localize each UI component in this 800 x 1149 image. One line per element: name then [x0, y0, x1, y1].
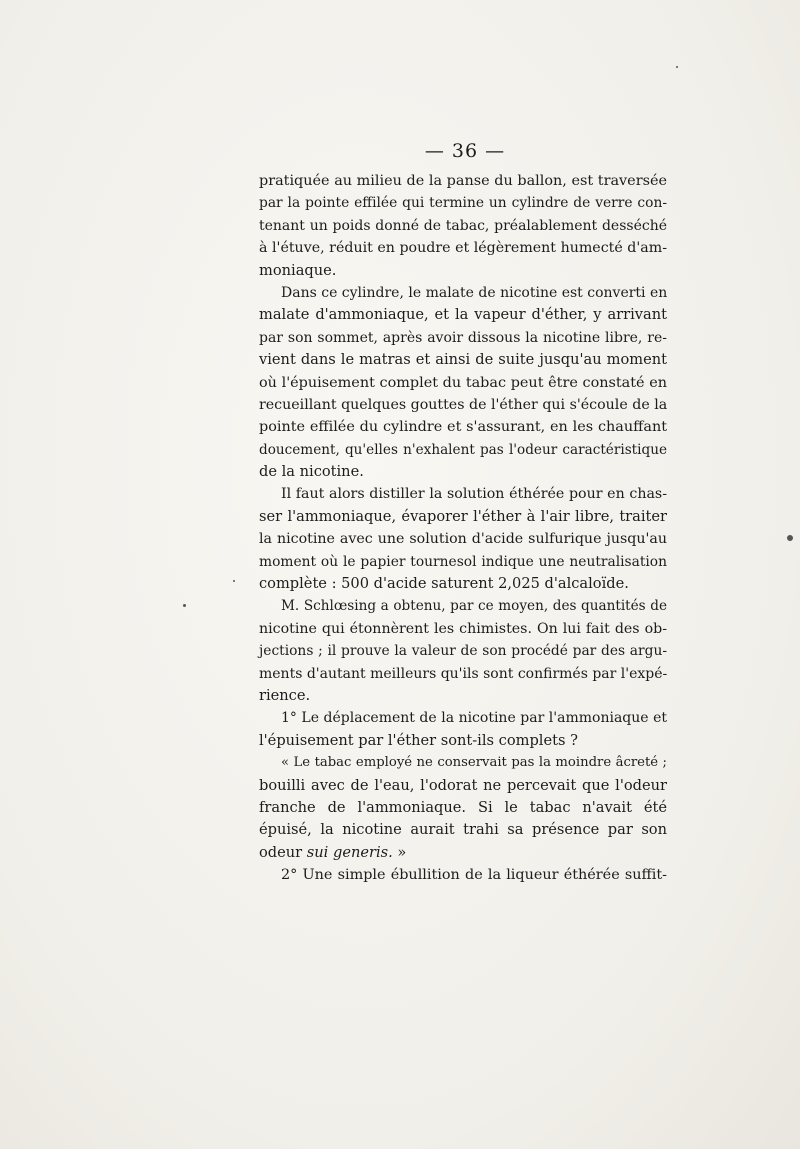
text-line	[259, 573, 667, 595]
text-line	[259, 215, 667, 237]
text-line	[259, 260, 667, 282]
text-line	[259, 730, 667, 752]
text-line-content: M. Schlœsing a obtenu, par ce moyen, des quantités de	[281, 598, 667, 615]
speck	[676, 66, 678, 68]
text-line-content: par la pointe effilée qui termine un cylindre de verre con-	[259, 195, 667, 212]
text-line	[259, 506, 667, 528]
text-line-content: nicotine qui étonnèrent les chimistes. On lui fait des ob-	[259, 620, 667, 637]
text-line-content: 2° Une simple ébullition de la liqueur éthérée suffit-	[281, 867, 667, 884]
text-line	[259, 663, 667, 685]
text-line-content: à l'étuve, réduit en poudre et légèrement humecté d'am-	[259, 240, 667, 257]
text-line-content: l'épuisement par l'éther sont-ils complets ?	[259, 731, 578, 749]
text-line-content: vient dans le matras et ainsi de suite jusqu'au moment	[259, 351, 667, 369]
text-line	[259, 707, 667, 729]
text-line-content: ser l'ammoniaque, évaporer l'éther à l'air libre, traiter	[259, 507, 667, 525]
text-line-content: la nicotine avec une solution d'acide sulfurique jusqu'au	[259, 531, 667, 548]
text-line-content: où l'épuisement complet du tabac peut être constaté en	[259, 374, 667, 391]
text-line-content: pointe effilée du cylindre et s'assurant, en les chauffant	[259, 419, 667, 436]
text-line-content: ments d'autant meilleurs qu'ils sont confirmés par l'expé-	[259, 665, 668, 682]
text-line	[259, 775, 667, 797]
text-line	[259, 819, 667, 841]
text-line-content: tenant un poids donné de tabac, préalablement desséché	[259, 217, 667, 234]
text-line-content: Dans ce cylindre, le malate de nicotine est converti en	[281, 284, 668, 301]
text-line	[259, 752, 667, 774]
text-line-content: complète : 500 d'acide saturent 2,025 d'alcaloïde.	[259, 575, 629, 593]
text-line	[259, 528, 667, 550]
page-number: — 36 —	[424, 140, 506, 162]
speck	[233, 580, 235, 582]
text-line	[259, 864, 667, 886]
text-line-content: jections ; il prouve la valeur de son procédé par des argu-	[259, 643, 667, 660]
text-line-content: par son sommet, après avoir dissous la nicotine libre, re-	[259, 329, 667, 346]
text-line	[259, 461, 667, 483]
text-line	[259, 618, 667, 640]
speck	[183, 604, 186, 607]
text-line-content: doucement, qu'elles n'exhalent pas l'odeur caractéristique	[259, 441, 667, 458]
text-line	[259, 640, 667, 662]
text-line	[259, 797, 667, 819]
text-line	[259, 349, 667, 371]
text-line	[259, 483, 667, 505]
text-line-content: pratiquée au milieu de la panse du ballon, est traversée	[259, 173, 667, 189]
italic-phrase: sui generis.	[306, 843, 393, 861]
text-line-content: franche de l'ammoniaque. Si le tabac n'avait été	[259, 798, 667, 816]
text-line	[259, 237, 667, 259]
body-text	[259, 170, 667, 887]
text-line	[259, 842, 667, 864]
text-line-content: « Le tabac employé ne conservait pas la moindre âcreté ;	[281, 755, 667, 771]
text-line-content: recueillant quelques gouttes de l'éther qui s'écoule de la	[259, 396, 668, 413]
text-line	[259, 394, 667, 416]
text-line	[259, 416, 667, 438]
text-line	[259, 192, 667, 214]
text-line-content: bouilli avec de l'eau, l'odorat ne percevait que l'odeur	[259, 776, 667, 794]
text-line	[259, 439, 667, 461]
closing-quote: »	[392, 843, 407, 861]
text-line-content: 1° Le déplacement de la nicotine par l'ammoniaque et	[281, 710, 667, 727]
speck	[787, 535, 793, 541]
text-line	[259, 170, 667, 192]
text-line-content: rience.	[259, 686, 311, 704]
text-line	[259, 327, 667, 349]
text-line-content: Il faut alors distiller la solution éthérée pour en chas-	[281, 486, 667, 503]
text-line-content: moment où le papier tournesol indique une neutralisation	[259, 553, 667, 570]
text-line	[259, 551, 667, 573]
text-line	[259, 595, 667, 617]
text-line	[259, 304, 667, 326]
text-line	[259, 685, 667, 707]
text-line-content: épuisé, la nicotine aurait trahi sa présence par son	[259, 821, 667, 839]
text-line-content: odeur	[259, 843, 307, 861]
text-line	[259, 282, 667, 304]
text-line	[259, 372, 667, 394]
text-line-content: moniaque.	[259, 261, 337, 279]
text-line-content: malate d'ammoniaque, et la vapeur d'éther, y arrivant	[259, 306, 667, 324]
text-line-content: de la nicotine.	[259, 463, 364, 481]
